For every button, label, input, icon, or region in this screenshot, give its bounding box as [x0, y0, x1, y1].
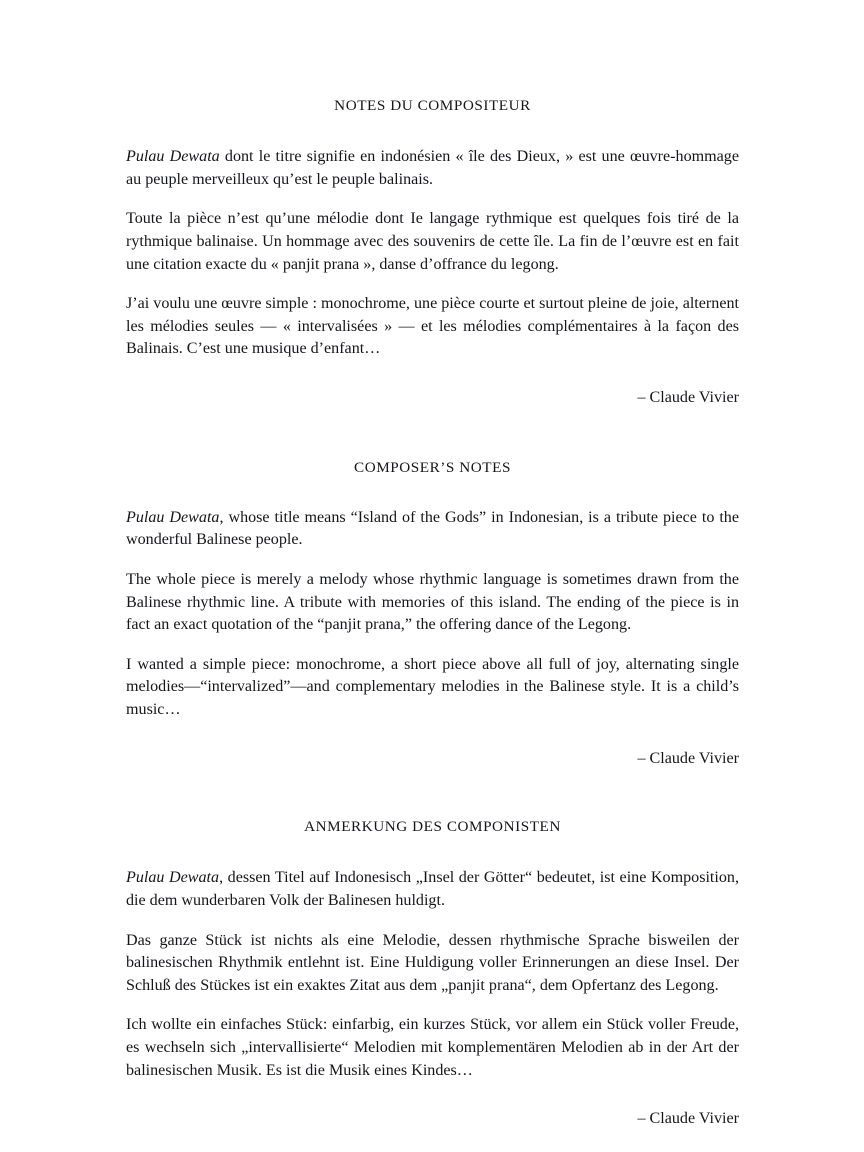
- paragraph-english-3: [126, 654, 739, 722]
- section-french: [126, 0, 739, 410]
- paragraph-english-1: [126, 507, 739, 552]
- document-text-column: [126, 0, 739, 1131]
- work-title-italic: Pulau Dewata: [126, 148, 220, 166]
- signature-french: – Claude Vivier: [637, 388, 739, 406]
- paragraph-french-2: [126, 208, 739, 276]
- paragraph-german-1: [126, 867, 739, 912]
- section-heading-german: ANMERKUNG DES COMPONISTEN: [304, 818, 561, 836]
- paragraph-german-2: [126, 930, 739, 998]
- paragraph-english-2-text: The whole piece is merely a melody whose rhythmic language is sometimes drawn from the Balinese rhythmic line. A tribute with memories of this island. The ending of the piece is in fact an exact quotation of the “panjit prana,” the offering dance of the Legong.: [126, 571, 739, 634]
- work-title-italic: Pulau Dewata: [126, 508, 220, 526]
- section-german: [126, 770, 739, 1131]
- paragraph-english-1-text: , whose title means “Island of the Gods” in Indonesian, is a tribute piece to the wonderful Balinese people.: [126, 508, 739, 549]
- paragraph-english-3-text: I wanted a simple piece: monochrome, a short piece above all full of joy, alternating single melodies—“intervalized”—and complementary melodies in the Balinese style. It is a child’s music…: [126, 655, 739, 718]
- paragraph-english-2: [126, 569, 739, 637]
- paragraph-german-1-text: , dessen Titel auf Indonesisch „Insel der Götter“ bedeutet, ist eine Komposition, die dem wunderbaren Volk der Balinesen huldigt.: [126, 869, 739, 909]
- paragraph-french-3: [126, 293, 739, 361]
- paragraph-german-3: [126, 1014, 739, 1082]
- signature-english: – Claude Vivier: [637, 749, 739, 767]
- section-heading-english: COMPOSER’S NOTES: [354, 458, 511, 476]
- section-english: [126, 410, 739, 771]
- signature-german: – Claude Vivier: [637, 1110, 739, 1128]
- section-heading-french: NOTES DU COMPOSITEUR: [334, 97, 531, 114]
- paragraph-french-1-text: dont le titre signifie en indonésien « île des Dieux, » est une œuvre-hommage au peuple merveilleux qu’est le peuple balinais.: [126, 148, 740, 188]
- paragraph-french-2-text: Toute la pièce n’est qu’une mélodie dont Ie langage rythmique est quelques fois tiré de la rythmique balinaise. Un hommage avec des souvenirs de cette île. La fin de l’œuvre est en fait une citation exacte du « panjit prana », danse d’offrance du legong.: [126, 210, 739, 273]
- work-title-italic: Pulau Dewata: [126, 869, 220, 887]
- paragraph-german-2-text: Das ganze Stück ist nichts als eine Melodie, dessen rhythmische Sprache bisweilen der balinesischen Rhythmik entlehnt ist. Eine Huldigung voller Erinnerungen an diese Insel. Der Schluß des Stückes ist ein exaktes Zitat aus dem „panjit prana“, dem Opfertanz des Legong.: [126, 931, 739, 994]
- paragraph-french-3-text: J’ai voulu une œuvre simple : monochrome, une pièce courte et surtout pleine de joie, alternent les mélodies seules — « intervalisées » — et les mélodies complémentaires à la façon des Balinais. C’est une musique d’enfant…: [126, 295, 739, 358]
- paragraph-german-3-text: Ich wollte ein einfaches Stück: einfarbig, ein kurzes Stück, vor allem ein Stück voller Freude, es wechseln sich „intervallisierte“ Melodien mit komplementären Melodien ab in der Art der balinesischen Musik. Es ist die Musik eines Kindes…: [126, 1016, 739, 1079]
- paragraph-french-1: [126, 146, 739, 191]
